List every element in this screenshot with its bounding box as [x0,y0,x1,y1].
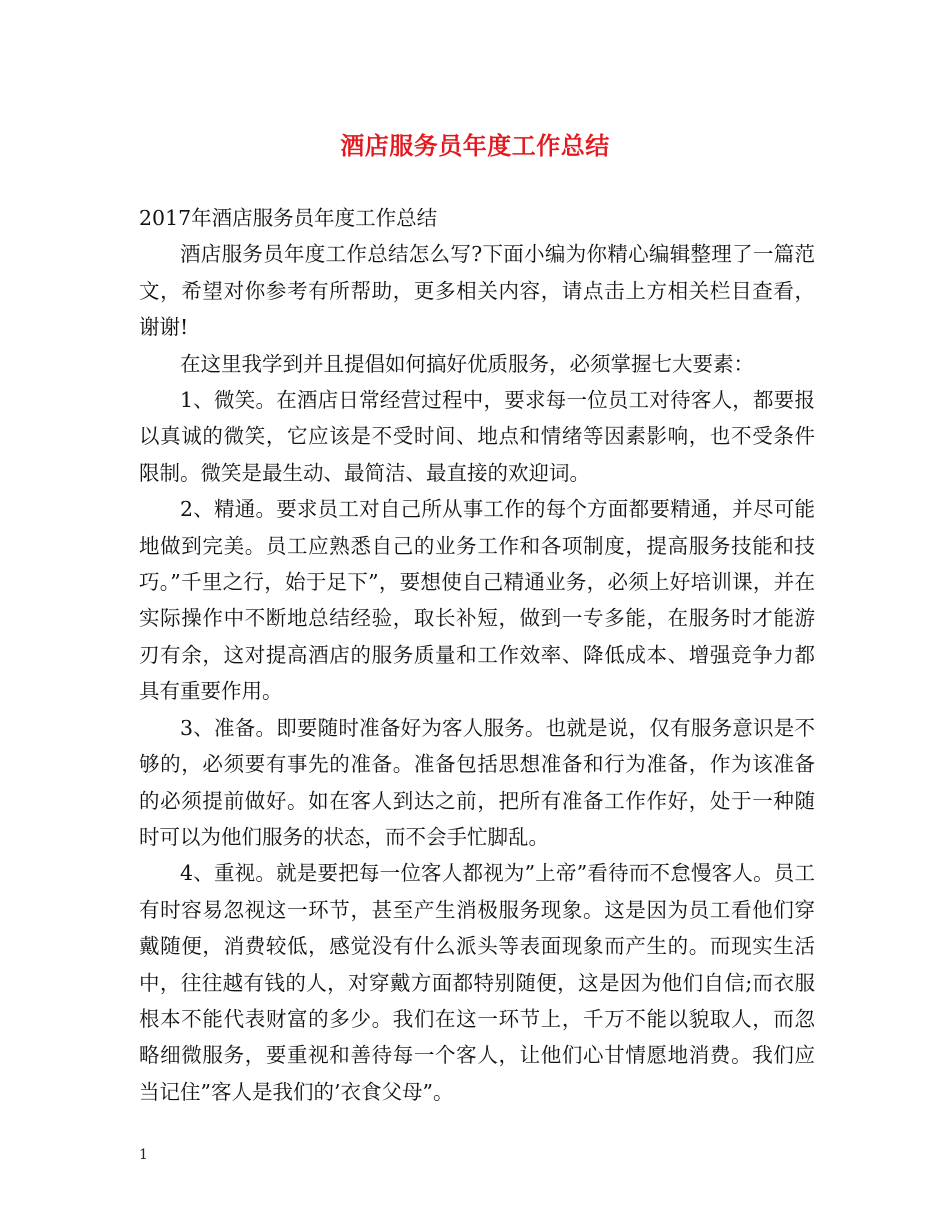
paragraph-proficiency: 2、精通。要求员工对自己所从事工作的每个方面都要精通，并尽可能地做到完美。员工应熟悉自己的业务工作和各项制度，提高服务技能和技巧。”千里之行，始于足下”，要想使自己精通业务，必须上好培训课，并在实际操作中不断地总结经验，取长补短，做到一专多能，在服务时才能游刃有余，这对提高酒店的服务质量和工作效率、降低成本、增强竞争力都具有重要作用。 [139,497,815,704]
paragraph-seven-elements: 在这里我学到并且提倡如何搞好优质服务，必须掌握七大要素： [180,351,754,376]
paragraph-attention: 4、重视。就是要把每一位客人都视为”上帝”看待而不怠慢客人。员工有时容易忽视这一环节，甚至产生消极服务现象。这是因为员工看他们穿戴随便，消费较低，感觉没有什么派头等表面现象而产生的。而现实生活中，往往越有钱的人，对穿戴方面都特别随便，这是因为他们自信;而衣服根本不能代表财富的多少。我们在这一环节上，千万不能以貌取人，而忽略细微服务，要重视和善待每一个客人，让他们心甘情愿地消费。我们应当记住”客人是我们的’衣食父母”。 [139,861,815,1104]
page-number: 1 [139,1147,148,1163]
document-body [139,200,815,1110]
paragraph-intro: 酒店服务员年度工作总结怎么写?下面小编为你精心编辑整理了一篇范文，希望对你参考有所帮助，更多相关内容，请点击上方相关栏目查看，谢谢! [139,242,815,340]
paragraph-smile: 1、微笑。在酒店日常经营过程中，要求每一位员工对待客人，都要报以真诚的微笑，它应该是不受时间、地点和情绪等因素影响，也不受条件限制。微笑是最生动、最简洁、最直接的欢迎词。 [139,388,815,485]
document-subtitle: 2017年酒店服务员年度工作总结 [139,206,438,230]
document-title: 酒店服务员年度工作总结 [340,131,610,160]
paragraph-preparation: 3、准备。即要随时准备好为客人服务。也就是说，仅有服务意识是不够的，必须要有事先的准备。准备包括思想准备和行为准备，作为该准备的必须提前做好。如在客人到达之前，把所有准备工作作好，处于一种随时可以为他们服务的状态，而不会手忙脚乱。 [139,715,815,849]
